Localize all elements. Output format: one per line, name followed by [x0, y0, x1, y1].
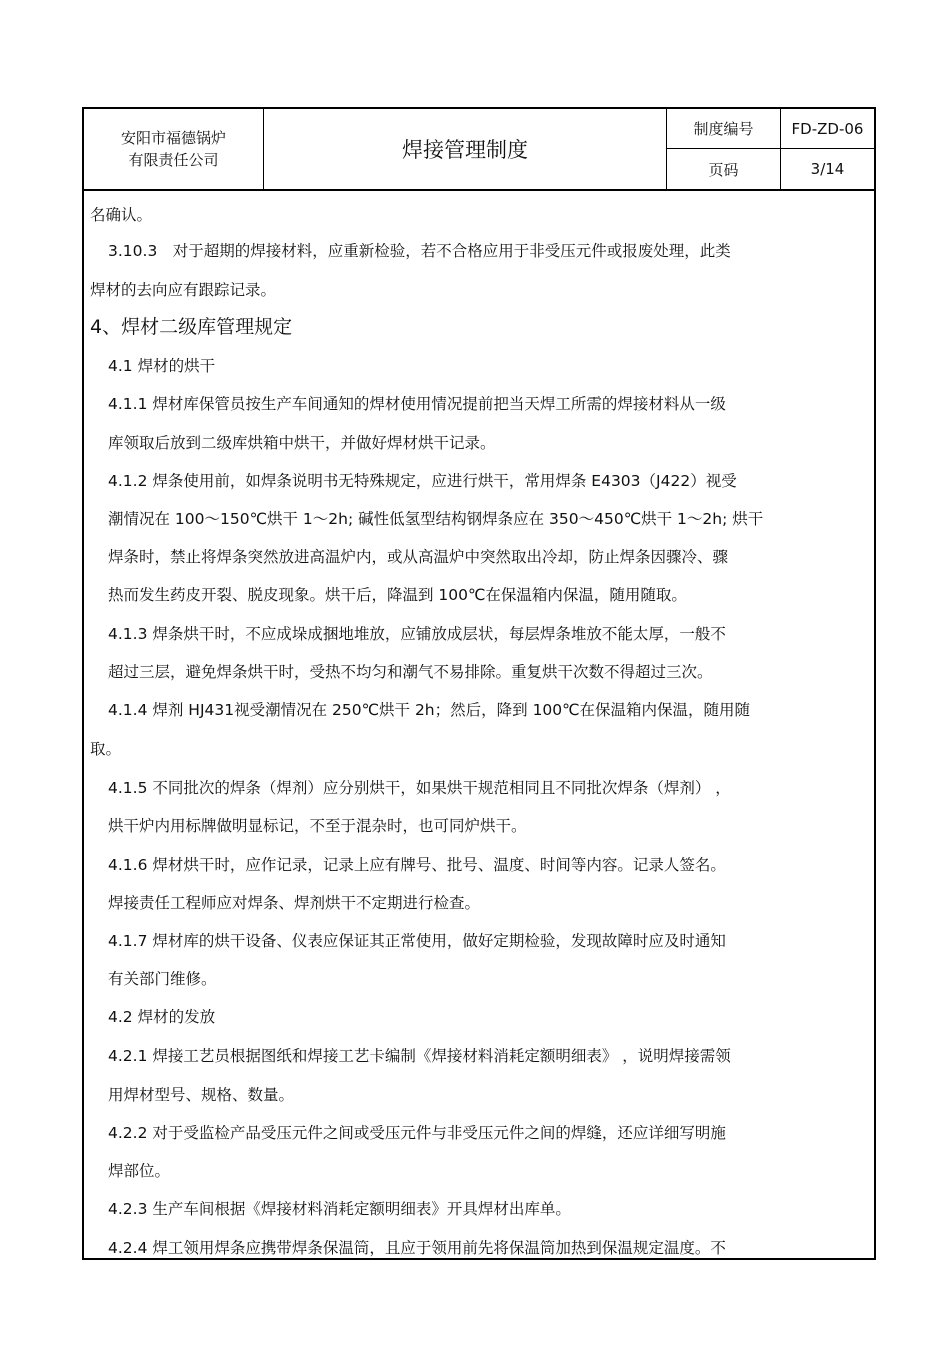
text-line: 有关部门维修。: [108, 970, 217, 988]
text-line: 4.1.1 焊材库保管员按生产车间通知的焊材使用情况提前把当天焊工所需的焊接材料从一级: [108, 395, 726, 413]
text-line: 焊部位。: [108, 1162, 171, 1180]
header-table: [84, 109, 874, 191]
text-line: 库领取后放到二级库烘箱中烘干，并做好焊材烘干记录。: [108, 434, 496, 452]
company-name-line1: 安阳市福德锅炉: [120, 129, 226, 147]
subsection-heading: 4.2 焊材的发放: [108, 1008, 216, 1026]
company-name-line2: 有限责任公司: [128, 151, 219, 169]
text-line: 4.2.4 焊工领用焊条应携带焊条保温筒，且应于领用前先将保温筒加热到保温规定温度。不: [108, 1239, 726, 1257]
document-frame: [82, 107, 876, 1260]
text-line: 超过三层，避免焊条烘干时，受热不均匀和潮气不易排除。重复烘干次数不得超过三次。: [108, 663, 713, 681]
text-line: 4.2.1 焊接工艺员根据图纸和焊接工艺卡编制《焊接材料消耗定额明细表》 ，说明焊接需领: [108, 1047, 731, 1065]
document-title: 焊接管理制度: [264, 109, 667, 189]
text-line: 潮情况在 100～150℃烘干 1～2h; 碱性低氢型结构钢焊条应在 350～450℃烘干 1～2h; 烘干: [108, 510, 764, 528]
code-label: 制度编号: [667, 109, 781, 149]
company-name-cell: [84, 109, 264, 189]
text-line: 焊接责任工程师应对焊条、焊剂烘干不定期进行检查。: [108, 894, 481, 912]
text-line: 3.10.3 对于超期的焊接材料，应重新检验，若不合格应用于非受压元件或报废处理，此类: [108, 242, 731, 260]
text-line: 烘干炉内用标牌做明显标记，不至于混杂时，也可同炉烘干。: [108, 817, 527, 835]
text-line: 4.1.5 不同批次的焊条（焊剂）应分别烘干，如果烘干规范相同且不同批次焊条（焊剂） ，: [108, 779, 731, 797]
text-line: 取。: [90, 740, 122, 758]
text-line: 4.1.3 焊条烘干时，不应成垛成捆地堆放，应铺放成层状，每层焊条堆放不能太厚，一般不: [108, 625, 726, 643]
text-line: 4.1.6 焊材烘干时，应作记录，记录上应有牌号、批号、温度、时间等内容。记录人签名。: [108, 856, 726, 874]
text-line: 热而发生药皮开裂、脱皮现象。烘干后，降温到 100℃在保温箱内保温，随用随取。: [108, 586, 687, 604]
text-line: 焊材的去向应有跟踪记录。: [90, 281, 277, 299]
text-line: 4.2.2 对于受监检产品受压元件之间或受压元件与非受压元件之间的焊缝，还应详细写明施: [108, 1124, 726, 1142]
page-label: 页码: [667, 149, 781, 189]
text-line: 4.1.4 焊剂 HJ431视受潮情况在 250℃烘干 2h；然后，降到 100℃在保温箱内保温，随用随: [108, 701, 751, 719]
text-line: 4.1.2 焊条使用前，如焊条说明书无特殊规定，应进行烘干，常用焊条 E4303（J422）视受: [108, 472, 737, 490]
text-line: 名确认。: [90, 206, 153, 224]
text-line: 4.2.3 生产车间根据《焊接材料消耗定额明细表》开具焊材出库单。: [108, 1200, 571, 1218]
text-line: 用焊材型号、规格、数量。: [108, 1086, 295, 1104]
page-value: 3/14: [810, 160, 845, 178]
text-line: 4.1.7 焊材库的烘干设备、仪表应保证其正常使用，做好定期检验，发现故障时应及时通知: [108, 932, 726, 950]
subsection-heading: 4.1 焊材的烘干: [108, 357, 216, 375]
text-line: 焊条时，禁止将焊条突然放进高温炉内，或从高温炉中突然取出冷却，防止焊条因骤冷、骤: [108, 548, 729, 566]
code-value: FD-ZD-06: [781, 109, 874, 149]
section-heading: 4、焊材二级库管理规定: [90, 316, 293, 338]
